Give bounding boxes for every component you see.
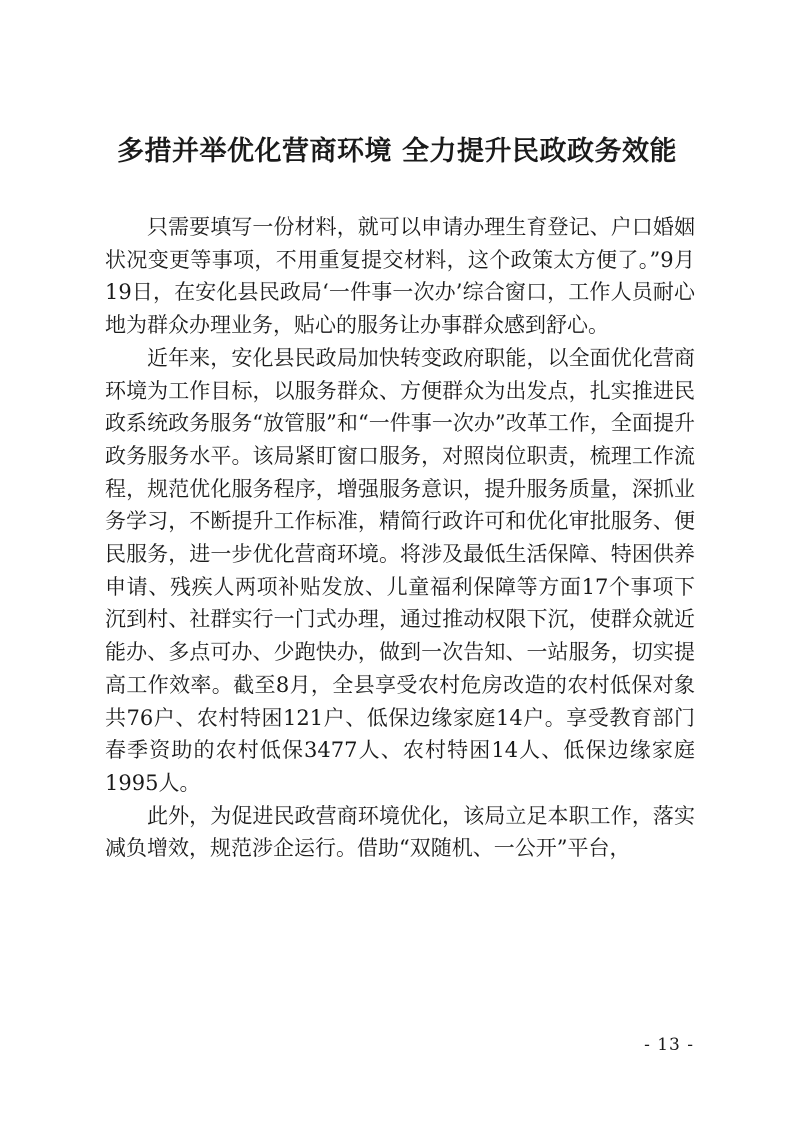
document-title: 多措并举优化营商环境 全力提升民政政务效能 xyxy=(117,136,677,167)
paragraph-2: 近年来，安化县民政局加快转变政府职能，以全面优化营商环境为工作目标，以服务群众、方便群众为出发点，扎实推进民政系统政务服务“放管服”和“一件事一次办”改革工作，全面提升政务服务水平。该局紧盯窗口服务，对照岗位职责，梳理工作流程，规范优化服务程序，增强服务意识，提升服务质量，深抓业务学习，不断提升工作标准，精简行政许可和优化审批服务、便民服务，进一步优化营商环境。将涉及最低生活保障、特困供养申请、残疾人两项补贴发放、儿童福利保障等方面17个事项下沉到村、社群实行一门式办理，通过推动权限下沉，使群众就近能办、多点可办、少跑快办，做到一次告知、一站服务，切实提高工作效率。截至8月，全县享受农村危房改造的农村低保对象共76户、农村特困121户、低保边缘家庭14户。享受教育部门春季资助的农村低保3477人、农村特困14人、低保边缘家庭1995人。 xyxy=(105,345,695,795)
document-body xyxy=(105,211,695,865)
paragraph-3: 此外，为促进民政营商环境优化，该局立足本职工作，落实减负增效，规范涉企运行。借助“双随机、一公开”平台， xyxy=(105,803,695,861)
paragraph-1: 只需要填写一份材料，就可以申请办理生育登记、户口婚姻状况变更等事项，不用重复提交材料，这个政策太方便了。”9月19日，在安化县民政局‘一件事一次办’综合窗口，工作人员耐心地为群众办理业务，贴心的服务让办事群众感到舒心。 xyxy=(105,215,695,338)
page-number: - 13 - xyxy=(644,1035,694,1055)
